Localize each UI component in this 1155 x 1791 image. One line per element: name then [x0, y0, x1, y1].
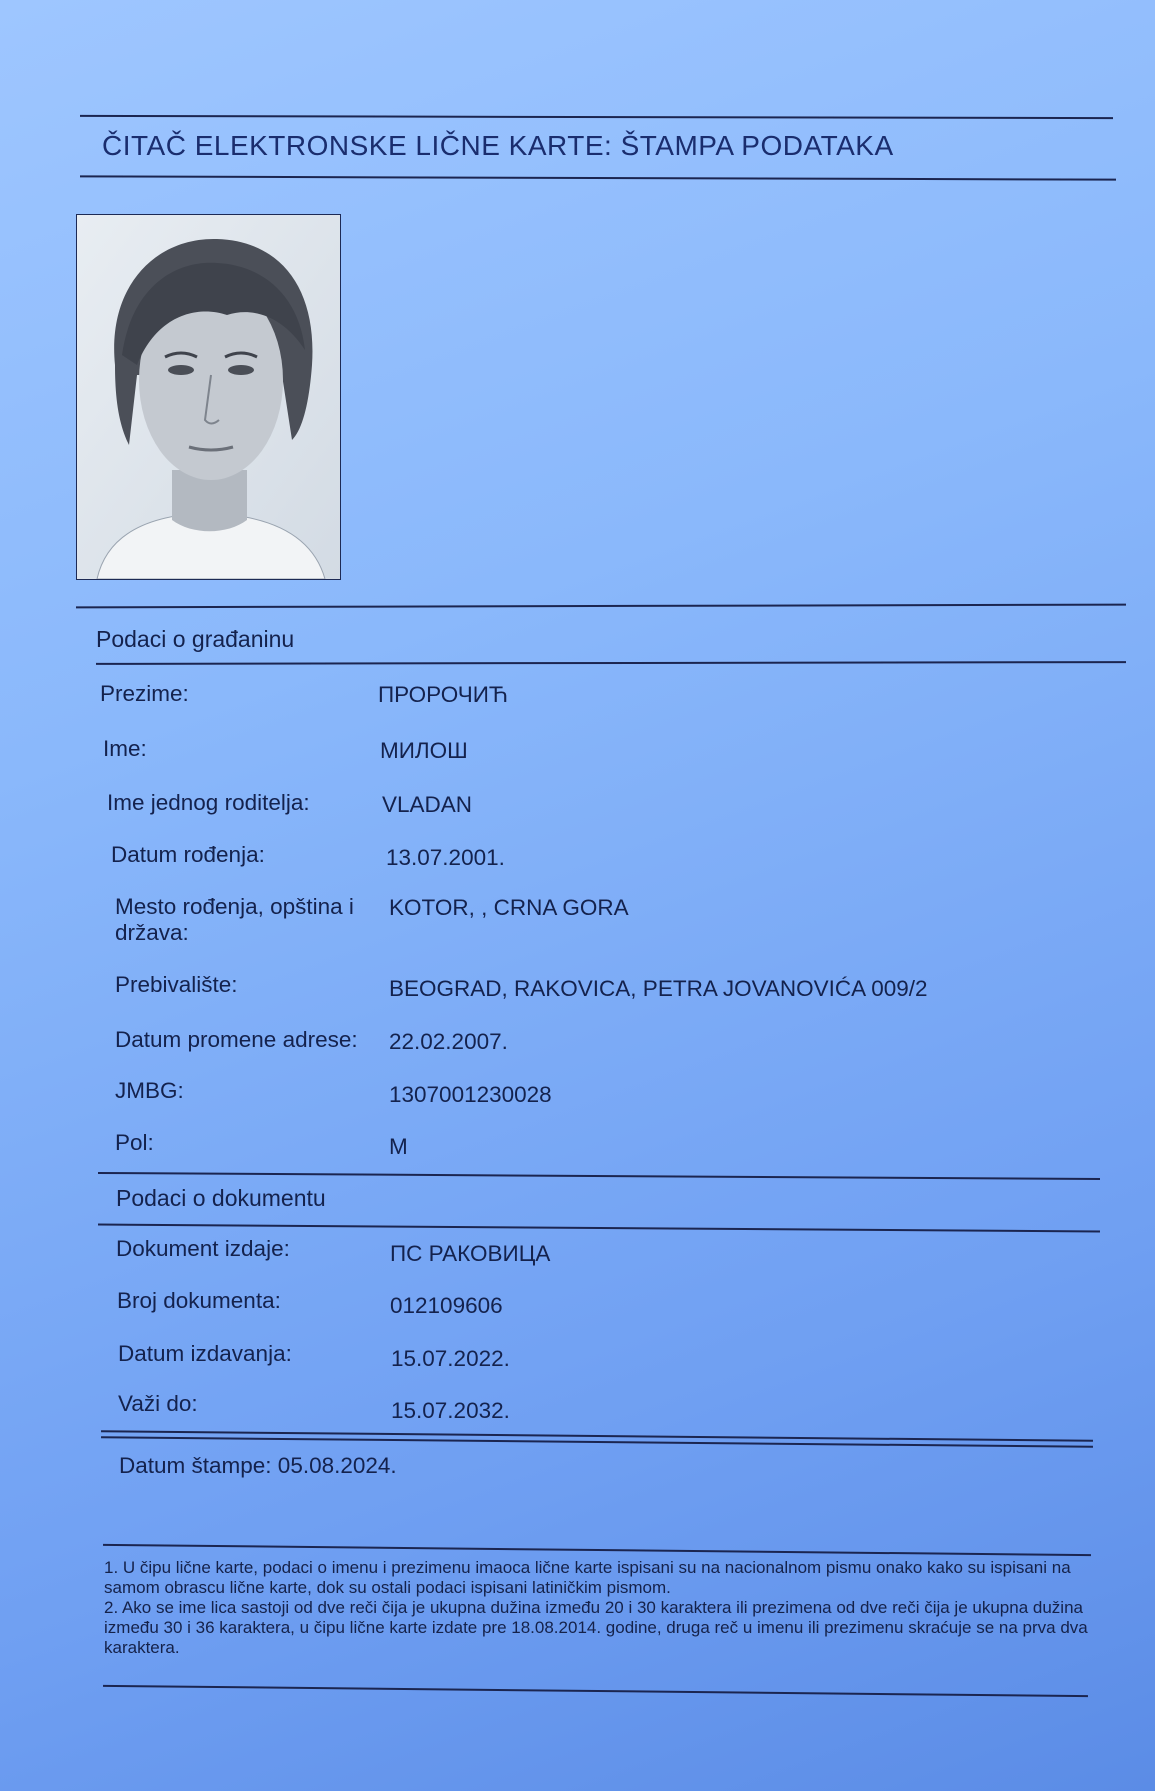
- document-heading-rule: [98, 1224, 1100, 1233]
- footnote-top-rule: [103, 1544, 1091, 1556]
- jmbg-value: 1307001230028: [389, 1082, 552, 1107]
- surname-value: ПРОРОЧИЋ: [378, 682, 509, 707]
- birth-date-label: Datum rođenja:: [111, 842, 265, 867]
- parent-name-label: Ime jednog roditelja:: [107, 790, 310, 815]
- name-label: Ime:: [103, 736, 147, 761]
- footnote-bottom-rule: [103, 1685, 1088, 1697]
- document-heading: Podaci o dokumentu: [116, 1185, 326, 1211]
- document-number-value: 012109606: [390, 1293, 503, 1318]
- footnote-1: 1. U čipu lične karte, podaci o imenu i prezimenu imaoca lične karte ispisani su na nacionalnom pismu onako kako su ispisani na samom obrascu lične karte, dok su ostali podaci ispisani latiničkim pismom.: [104, 1558, 1071, 1597]
- title-bottom-rule: [80, 175, 1116, 180]
- parent-name-value: VLADAN: [382, 792, 473, 817]
- issue-date-value: 15.07.2022.: [391, 1346, 510, 1371]
- birth-place-value: KOTOR, , CRNA GORA: [389, 895, 629, 920]
- footnotes: [104, 1558, 1094, 1658]
- title-top-rule: [80, 115, 1113, 119]
- document-title: ČITAČ ELEKTRONSKE LIČNE KARTE: ŠTAMPA PODATAKA: [102, 130, 894, 161]
- address-change-label: Datum promene adrese:: [115, 1027, 358, 1052]
- birth-place-label: Mesto rođenja, opština i država:: [115, 894, 354, 945]
- sex-value: M: [389, 1134, 408, 1159]
- valid-until-label: Važi do:: [118, 1391, 198, 1416]
- valid-until-value: 15.07.2032.: [391, 1398, 510, 1423]
- jmbg-label: JMBG:: [115, 1078, 184, 1103]
- portrait-photo: [76, 214, 341, 580]
- document-number-label: Broj dokumenta:: [117, 1288, 281, 1313]
- residence-value: BEOGRAD, RAKOVICA, PETRA JOVANOVIĆA 009/2: [389, 976, 928, 1001]
- document-top-rule: [98, 1172, 1100, 1180]
- citizen-heading-rule: [96, 661, 1126, 665]
- citizen-top-rule: [76, 604, 1126, 609]
- surname-label: Prezime:: [100, 681, 189, 706]
- issuer-value: ПС РАКОВИЦА: [390, 1241, 551, 1266]
- print-date: Datum štampe: 05.08.2024.: [119, 1453, 397, 1478]
- address-change-value: 22.02.2007.: [389, 1029, 508, 1054]
- footnote-2: 2. Ako se ime lica sastoji od dve reči čija je ukupna dužina između 20 i 30 karaktera ili prezimena od dve reči čija je ukupna dužina između 30 i 36 karaktera, u čipu lične karte izdate pre 18.08.2014. godine, druga reč u imenu ili prezimenu skraćuje se na prva dva karaktera.: [104, 1598, 1088, 1657]
- name-value: МИЛОШ: [380, 738, 468, 763]
- citizen-heading: Podaci o građaninu: [96, 626, 295, 652]
- sex-label: Pol:: [115, 1130, 154, 1155]
- portrait-image: [77, 215, 340, 579]
- issuer-label: Dokument izdaje:: [116, 1236, 290, 1261]
- residence-label: Prebivalište:: [115, 972, 238, 997]
- issue-date-label: Datum izdavanja:: [118, 1341, 292, 1366]
- birth-date-value: 13.07.2001.: [386, 845, 505, 870]
